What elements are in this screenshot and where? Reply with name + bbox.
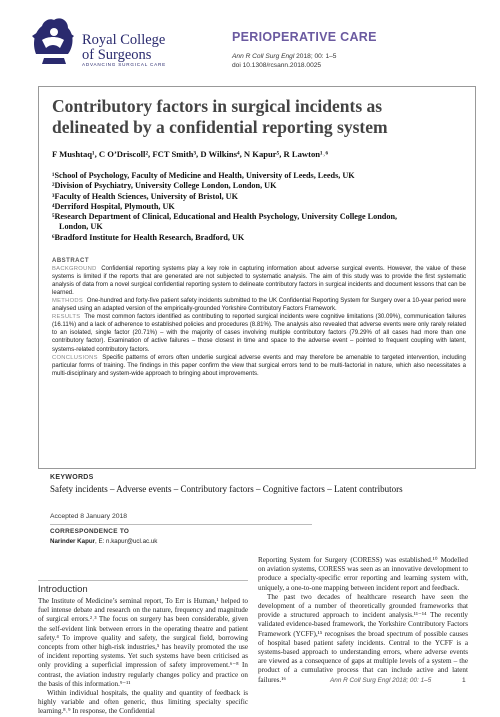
footer-journal: Ann R Coll Surg Engl 2018; 00: 1–5	[330, 677, 432, 684]
body-column-1	[38, 597, 248, 717]
keywords-text: Safety incidents – Adverse events – Contributory factors – Cognitive factors – Latent contributors	[50, 484, 403, 494]
publisher-logo-text	[82, 33, 165, 63]
conclusions-label: CONCLUSIONS	[52, 354, 98, 361]
accepted-date: Accepted 8 January 2018	[50, 513, 128, 520]
journal-citation	[232, 52, 336, 61]
affiliation-2: ²Division of Psychiatry, University College London, London, UK	[52, 181, 277, 191]
background-text: Confidential reporting systems play a key role in capturing information about adverse surgical events. However, the value of these systems is limited if the reports that are generated are not subjected to systematic analysis. The aim of this study was to provide the first systematic analysis of data from a novel surgical confidential reporting system to delineate contributory factors in surgical incidents and document lessons that can be learned.	[52, 266, 466, 297]
affiliation-list	[52, 171, 472, 243]
correspondence-details	[50, 538, 157, 545]
article-title: Contributory factors in surgical incidents as delineated by a confidential reporting system	[52, 96, 388, 137]
affiliation-5-continued: London, UK	[59, 222, 103, 232]
paragraph: Reporting System for Surgery (CORESS) was established.¹⁰ Modelled on aviation systems, CORESS was seen as an innovative development to produce a specialty-specific error reporting and learning system with, uniquely, a one-to-one mapping between incident report and feedback.	[258, 556, 468, 592]
affiliation-5: ⁵Research Department of Clinical, Educational and Health Psychology, University College London,	[52, 212, 398, 222]
body-column-2	[258, 556, 468, 685]
methods-text: One-hundred and forty-five patient safety incidents submitted to the UK Confidential Reporting System for Surgery over a 10-year period were analysed using an adapted version of the empirically-grounded Yorkshire Contributory Factors Framework.	[52, 298, 466, 313]
journal-volume: 2018; 00: 1–5	[294, 53, 337, 60]
abstract-results	[52, 313, 466, 353]
divider	[50, 524, 312, 525]
abstract-heading: ABSTRACT	[52, 258, 89, 264]
abstract-background	[52, 265, 466, 297]
royal-college-crest-icon	[30, 14, 76, 66]
section-label: PERIOPERATIVE CARE	[232, 30, 377, 44]
page-number: 1	[462, 677, 466, 684]
logo-line-2: of Surgeons	[82, 47, 152, 63]
author-list: F Mushtaq¹, C O’Driscoll², FCT Smith³, D Wilkins⁴, N Kapur⁵, R Lawton¹˒⁶	[52, 149, 329, 159]
logo-tagline: ADVANCING SURGICAL CARE	[82, 62, 166, 67]
background-label: BACKGROUND	[52, 266, 97, 273]
paragraph: Within individual hospitals, the quality and quantity of feedback is highly variable and often generic, thus limiting specialty specific learning.⁸˒⁹ In response, the Confidential	[38, 689, 248, 716]
results-text: The most common factors identified as contributing to reported surgical incidents were cognitive limitations (30.09%), communication failures (16.11%) and a lack of adherence to established policies and procedures (8.81%). The analysis also revealed that adverse events were only rarely related to an isolated, single factor (20.71%) – with the majority of cases involving multiple contributory factors (79.29% of all cases had more than one contributory factor). Examination of active failures – those closest in time and space to the adverse event – pointed to frequent coupling with latent, systems-related contributory factors.	[52, 314, 466, 353]
correspondence-email[interactable]: , E: n.kapur@ucl.ac.uk	[95, 538, 158, 545]
journal-name: Ann R Coll Surg Engl	[232, 53, 295, 60]
doi-link[interactable]: doi 10.1308/rcsann.2018.0025	[232, 62, 322, 69]
logo-line-1: Royal College	[82, 32, 166, 48]
abstract	[52, 257, 466, 378]
paragraph: The Institute of Medicine’s seminal report, To Err is Human,¹ helped to fuel intense debate and research on the nature, frequency and magnitude of surgical errors.²˒³ The focus on surgery has been considerable, given the self-evident link between errors in the operating theatre and patient safety.⁴ To improve quality and safety, the surgical field, borrowing concepts from other high-risk industries,⁵ has heavily promoted the use of incident reporting systems. Yet such systems have been criticised as only providing a superficial impression of safety improvement.⁶⁻⁸ In contrast, the aviation industry regularly changes policy and practice on the basis of this information.⁹⁻¹¹	[38, 597, 248, 688]
abstract-methods	[52, 297, 466, 313]
abstract-conclusions	[52, 354, 466, 378]
column-1-rule	[38, 580, 248, 581]
correspondence-name: Narinder Kapur	[50, 538, 96, 545]
conclusions-text: Specific patterns of errors often underlie surgical adverse events and may therefore be amenable to targeted intervention, including particular forms of training. The findings in this paper confirm the view that surgical errors tend to be multi-factorial in nature, which also necessitates a multi-disciplinary and system-wide approach to bringing about improvements.	[52, 354, 466, 377]
introduction-heading: Introduction	[38, 584, 88, 595]
paragraph: The past two decades of healthcare research have seen the development of a number of theoretically grounded frameworks that provide a structured approach to incident analysis.¹¹⁻¹⁴ The recently validated evidence-based framework, the Yorkshire Contributory Factors Framework (YCFF),¹⁵ recognises the broad spectrum of possible causes of hospital based patient safety incidents. Central to the YCFF is a systems-based approach to understanding errors, where adverse events are viewed as a consequence of gaps at multiple levels of a system – the product of a cumulative process that can include active and latent failures.¹⁶	[258, 592, 468, 684]
affiliation-3: ³Faculty of Health Sciences, University of Bristol, UK	[52, 191, 238, 201]
affiliation-4: ⁴Derriford Hospital, Plymouth, UK	[52, 201, 175, 211]
results-label: RESULTS	[52, 314, 81, 321]
correspondence-heading: CORRESPONDENCE TO	[50, 528, 130, 535]
methods-label: METHODS	[52, 298, 84, 305]
affiliation-6: ⁶Bradford Institute for Health Research, Bradford, UK	[52, 232, 245, 242]
keywords-heading: KEYWORDS	[50, 474, 94, 481]
affiliation-1: ¹School of Psychology, Faculty of Medicine and Health, University of Leeds, Leeds, UK	[52, 171, 355, 180]
citation	[232, 52, 336, 70]
